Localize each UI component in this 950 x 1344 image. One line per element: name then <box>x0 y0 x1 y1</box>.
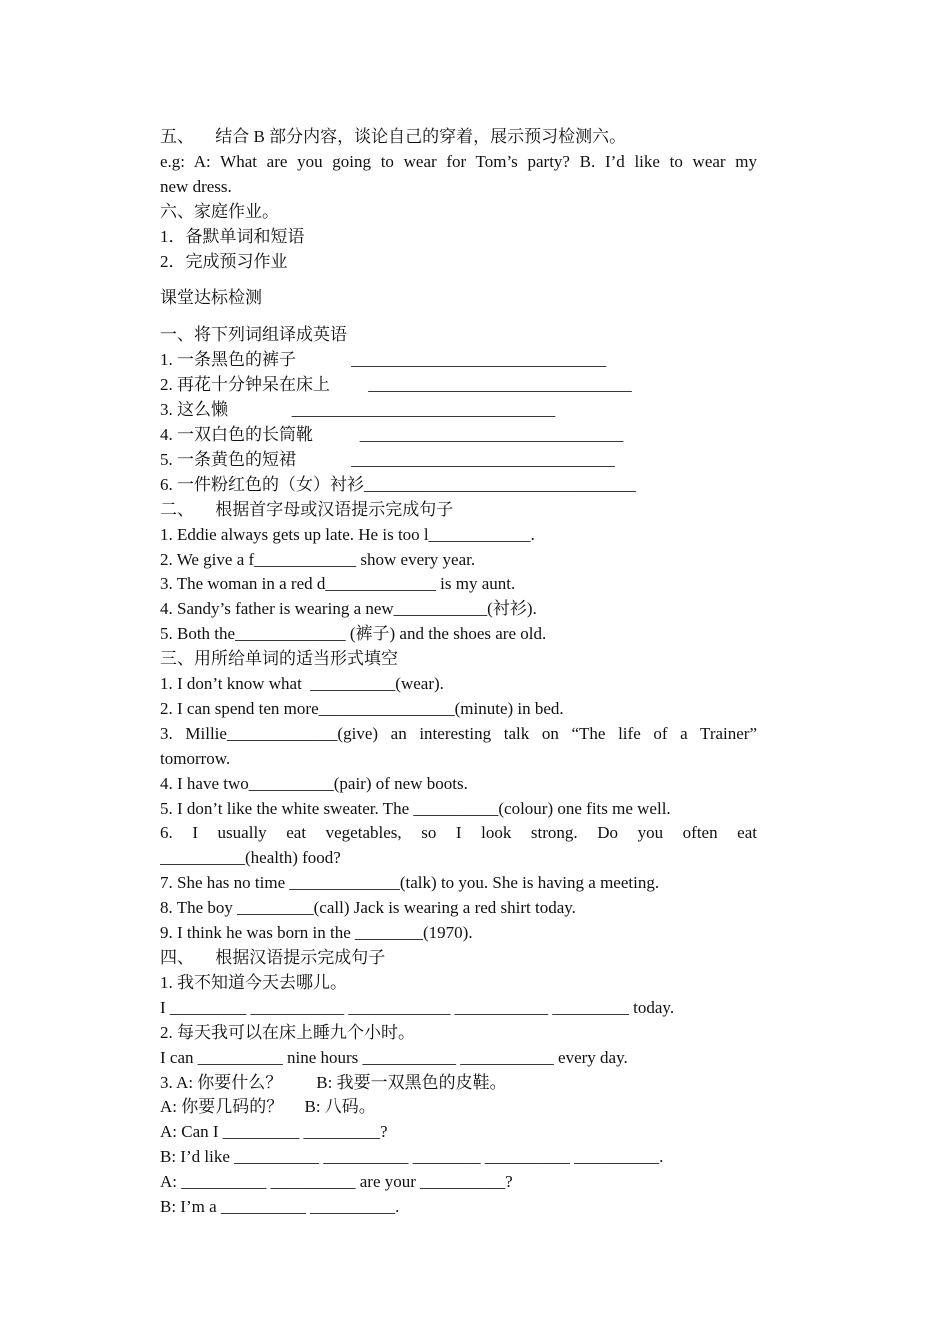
part2-item: 1. Eddie always gets up late. He is too l____________. <box>160 524 535 544</box>
part2-item: 3. The woman in a red d_____________ is my aunt. <box>160 574 516 594</box>
section6-item: 2．完成预习作业 <box>160 251 288 271</box>
part1-item: 3. 这么懒 _______________________________ <box>160 400 556 420</box>
part2-item: 4. Sandy’s father is wearing a new___________(衬衫). <box>160 599 537 619</box>
part2-item: 5. Both the_____________ (裤子) and the shoes are old. <box>160 624 547 644</box>
section6-item: 1．备默单词和短语 <box>160 226 305 246</box>
part1-item: 5. 一条黄色的短裙 _______________________________ <box>160 449 615 469</box>
part3-item: __________(health) food? <box>160 848 341 868</box>
part3-item: tomorrow. <box>160 748 231 768</box>
part1-item: 4. 一双白色的长筒靴 _______________________________ <box>160 424 624 444</box>
section6-heading: 六、家庭作业。 <box>160 201 279 221</box>
part1-heading: 一、将下列词组译成英语 <box>160 325 347 345</box>
part3-item: 9. I think he was born in the ________(1970). <box>160 923 473 943</box>
part4-item: 3. A: 你要什么？ B: 我要一双黑色的皮鞋。 <box>160 1072 507 1092</box>
test-title: 课堂达标检测 <box>160 288 262 308</box>
part3-item: 5. I don’t like the white sweater. The __________(colour) one fits me well. <box>160 798 671 818</box>
part2-item: 2. We give a f____________ show every year. <box>160 549 476 569</box>
part4-item: I _________ ___________ ____________ ___________ _________ today. <box>160 997 675 1017</box>
part4-item: B: I’m a __________ __________. <box>160 1197 400 1217</box>
part3-item: 4. I have two__________(pair) of new boots. <box>160 773 468 793</box>
part3-item: 1. I don’t know what __________(wear). <box>160 674 444 694</box>
part4-item: B: I’d like __________ __________ ________ __________ __________. <box>160 1147 664 1167</box>
part3-item: 7. She has no time _____________(talk) to you. She is having a meeting. <box>160 873 660 893</box>
part4-item: 2. 每天我可以在床上睡九个小时。 <box>160 1022 415 1042</box>
part4-heading: 四、 根据汉语提示完成句子 <box>160 948 386 967</box>
section5-example-line1: e.g: A: What are you going to wear for Tom’s party? B. I’d like to wear my <box>160 151 757 171</box>
part1-item: 1. 一条黑色的裤子 ______________________________ <box>160 350 607 370</box>
worksheet-page <box>160 125 757 1220</box>
part2-heading: 二、 根据首字母或汉语提示完成句子 <box>160 499 454 519</box>
part4-item: A: __________ __________ are your __________? <box>160 1172 513 1192</box>
part3-item: 3. Millie_____________(give) an interesting talk on “The life of a Trainer” <box>160 723 757 743</box>
part4-item: I can __________ nine hours ___________ ___________ every day. <box>160 1047 628 1067</box>
part3-item: 2. I can spend ten more________________(minute) in bed. <box>160 698 564 718</box>
part4-item: A: 你要几码的？ B: 八码。 <box>160 1097 376 1117</box>
section5-example-line2: new dress. <box>160 176 232 196</box>
section5-heading: 五、 结合 B 部分内容，谈论自己的穿着，展示预习检测六。 <box>160 127 627 146</box>
part1-item: 6. 一件粉红色的（女）衬衫________________________________ <box>160 474 636 494</box>
part3-item: 6. I usually eat vegetables, so I look strong. Do you often eat <box>160 823 757 843</box>
part3-heading: 三、用所给单词的适当形式填空 <box>160 649 398 669</box>
part4-item: 1. 我不知道今天去哪儿。 <box>160 972 347 992</box>
part3-item: 8. The boy _________(call) Jack is wearing a red shirt today. <box>160 898 576 918</box>
part4-item: A: Can I _________ _________? <box>160 1122 388 1142</box>
part1-item: 2. 再花十分钟呆在床上 _______________________________ <box>160 375 632 395</box>
